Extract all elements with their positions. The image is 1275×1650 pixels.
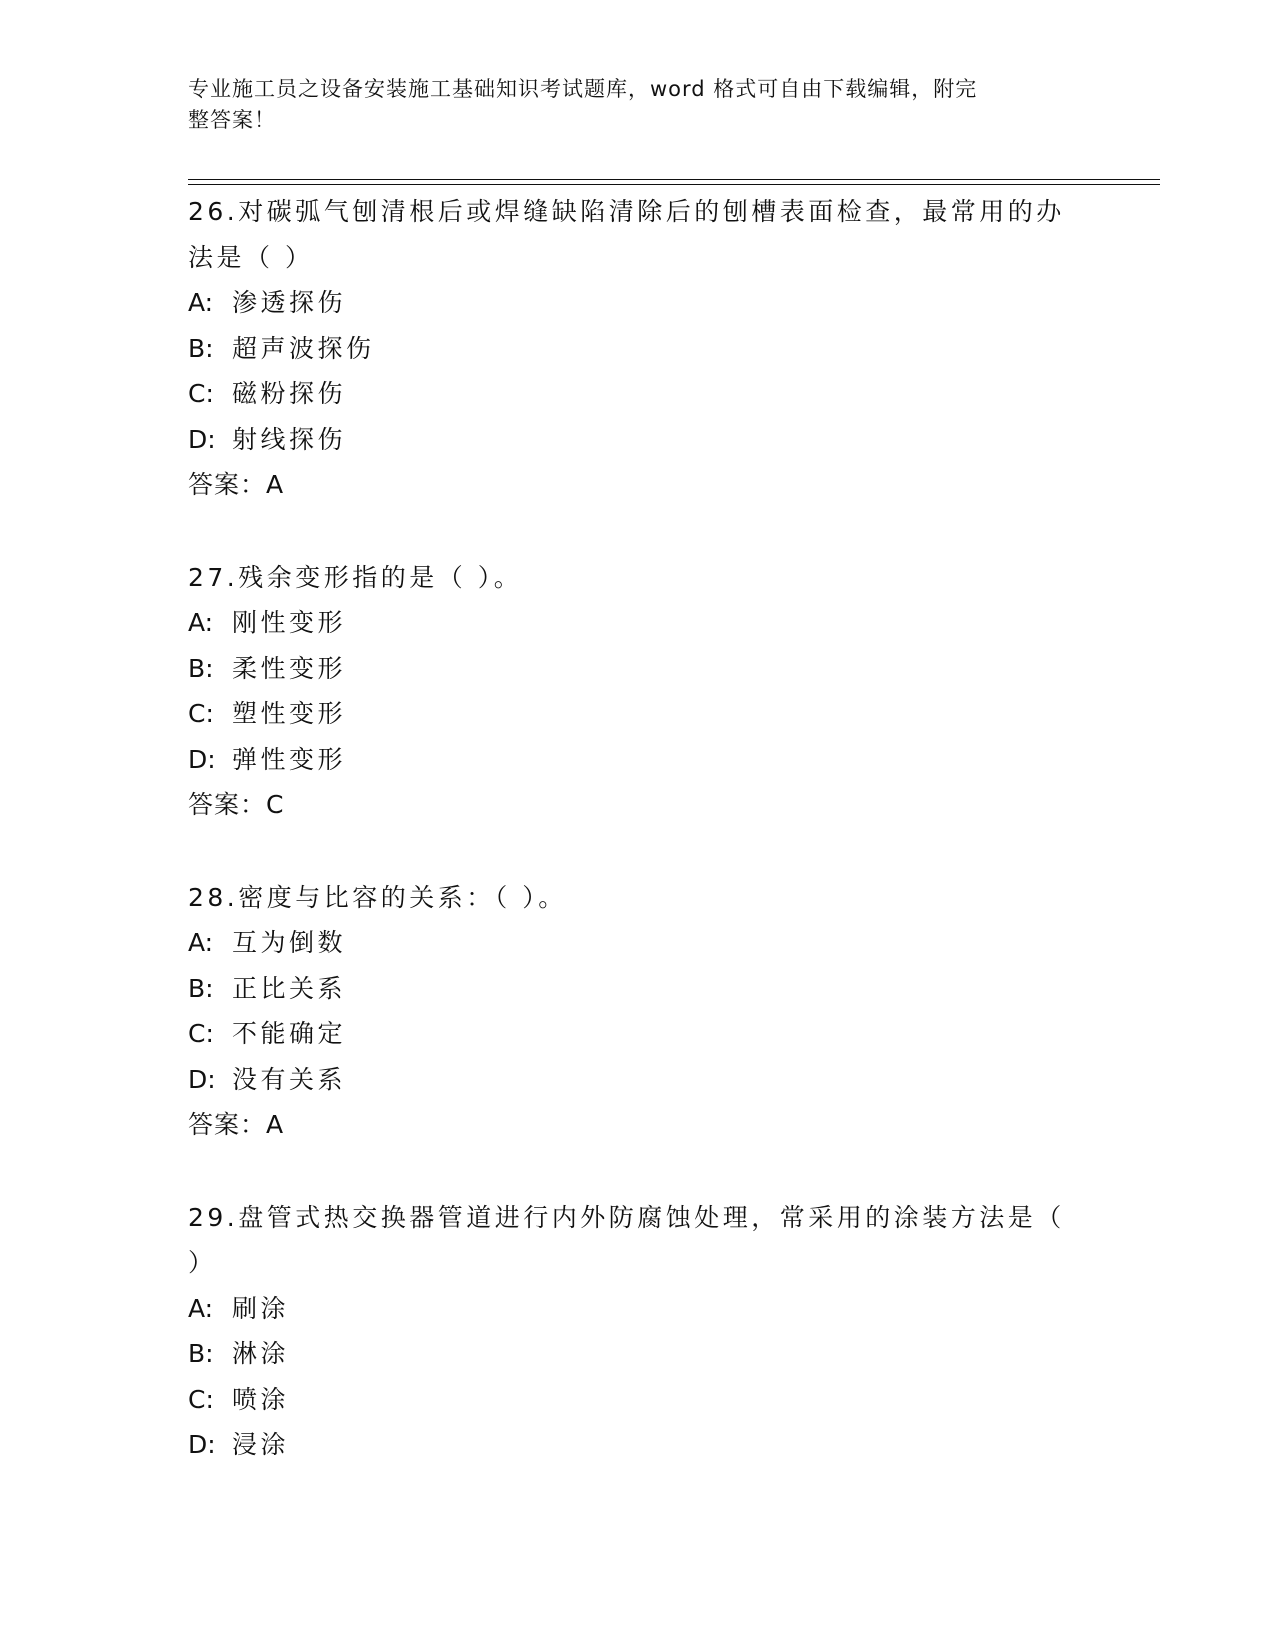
option-letter: C: [188,1384,214,1414]
option-text: 超声波探伤 [232,333,375,363]
option-text: 不能确定 [232,1019,347,1048]
option-text: 喷涂 [232,1384,290,1414]
question-26 [188,189,1088,508]
question-title-continued: ） [188,1248,217,1277]
question-title: 27.残余变形指的是（ ）。 [188,562,523,592]
option-d [188,1422,1088,1468]
question-spacer [188,508,1088,555]
option-text: 渗透探伤 [232,288,347,317]
option-c [188,1377,1088,1423]
option-a [188,280,1088,326]
option-text: 浸涂 [232,1430,290,1459]
header-divider-top [188,179,1160,180]
document-header [188,74,1068,136]
option-letter: C: [188,699,214,728]
option-letter: C: [188,1019,214,1048]
option-d [188,1057,1088,1103]
header-divider-bottom [188,184,1160,185]
option-b [188,966,1088,1012]
option-letter: B: [188,973,214,1003]
option-letter: C: [188,379,214,408]
option-c [188,691,1088,737]
option-a [188,920,1088,966]
option-letter: B: [188,653,214,683]
option-d [188,737,1088,783]
question-spacer [188,1148,1088,1195]
option-a [188,1286,1088,1332]
option-letter: A: [188,1293,214,1323]
option-text: 弹性变形 [232,744,347,774]
option-text: 没有关系 [232,1064,347,1094]
option-c [188,371,1088,417]
option-letter: B: [188,333,214,363]
option-b [188,646,1088,692]
option-d [188,417,1088,463]
option-text: 淋涂 [232,1339,290,1368]
option-text: 柔性变形 [232,653,347,683]
question-title: 26.对碳弧气刨清根后或焊缝缺陷清除后的刨槽表面检查，最常用的办 [188,197,1065,226]
answer: 答案：A [188,1110,285,1139]
option-text: 正比关系 [232,973,347,1003]
answer: 答案：C [188,790,285,819]
option-text: 射线探伤 [232,424,347,454]
option-text: 塑性变形 [232,699,347,728]
option-c [188,1011,1088,1057]
option-b [188,326,1088,372]
option-letter: D: [188,744,216,774]
option-letter: A: [188,608,214,637]
option-letter: D: [188,424,216,454]
option-letter: B: [188,1339,214,1368]
option-text: 互为倒数 [232,928,347,957]
option-letter: D: [188,1430,216,1459]
question-list [188,189,1088,1468]
question-title: 28.密度与比容的关系：（ ）。 [188,882,567,912]
question-29 [188,1195,1088,1468]
option-text: 刷涂 [232,1293,290,1323]
header-line-2: 整答案！ [188,108,276,132]
option-letter: D: [188,1064,216,1094]
option-text: 刚性变形 [232,608,347,637]
option-letter: A: [188,928,214,957]
option-letter: A: [188,288,214,317]
option-a [188,600,1088,646]
header-line-1: 专业施工员之设备安装施工基础知识考试题库，word 格式可自由下载编辑，附完 [188,77,978,101]
option-text: 磁粉探伤 [232,379,347,408]
question-title: 29.盘管式热交换器管道进行内外防腐蚀处理，常采用的涂装方法是（ [188,1202,1065,1232]
answer: 答案：A [188,470,285,499]
option-b [188,1331,1088,1377]
question-title-continued: 法是（ ） [188,242,314,272]
question-28 [188,875,1088,1148]
question-spacer [188,828,1088,875]
question-27 [188,555,1088,828]
